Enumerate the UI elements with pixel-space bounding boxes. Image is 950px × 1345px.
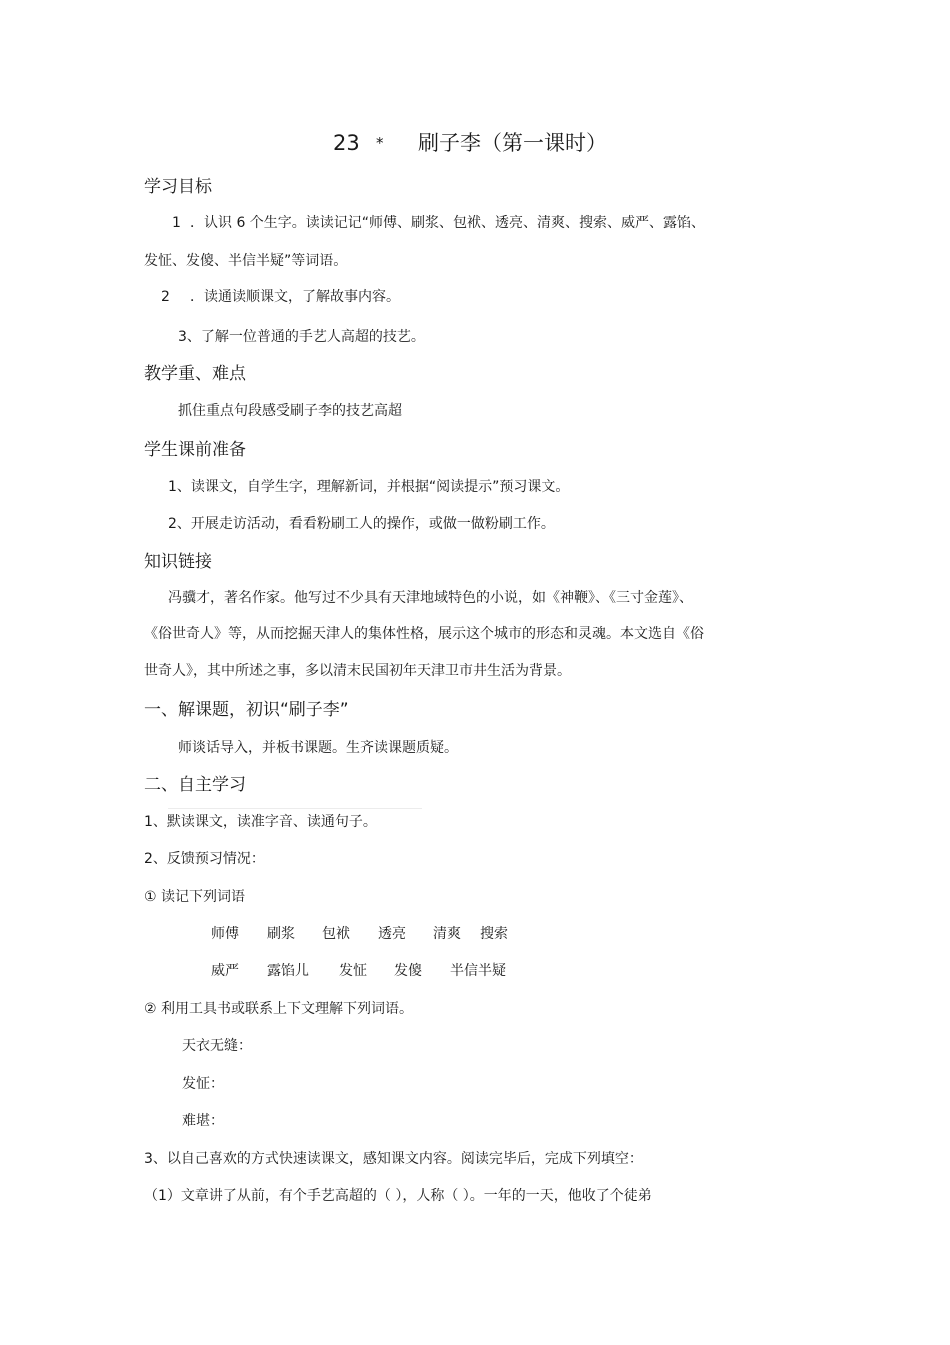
vocab-word: 半信半疑 — [450, 963, 506, 979]
vocab-word: 透亮 — [378, 926, 406, 942]
key-points-text: 抓住重点句段感受刷子李的技艺高超 — [178, 403, 402, 419]
section-1-text: 师谈话导入，并板书课题。生齐读课题质疑。 — [178, 740, 458, 756]
vocab-word: 露馅儿 — [267, 963, 309, 979]
vocab-word: 威严 — [211, 963, 239, 979]
goal-2-text: ．读通读顺课文，了解故事内容。 — [190, 289, 400, 305]
sub-task-1: ① 读记下列词语 — [144, 889, 246, 905]
vocab-word: 师傅 — [211, 926, 239, 942]
term-2: 发怔： — [182, 1076, 224, 1092]
section-2-heading: 二、自主学习 — [144, 775, 246, 795]
title-number: 23 — [333, 131, 360, 155]
vocab-word: 搜索 — [480, 926, 508, 942]
divider-line — [168, 808, 422, 809]
key-points-heading: 教学重、难点 — [144, 364, 246, 384]
prep-item-1: 1、读课文，自学生字，理解新词，并根据“阅读提示”预习课文。 — [168, 479, 570, 495]
goal-1-line-1: ．认识 6 个生字。读读记记“师傅、刷浆、包袱、透亮、清爽、搜索、威严、露馅、 — [190, 215, 706, 231]
prep-heading: 学生课前准备 — [144, 440, 246, 460]
goals-heading: 学习目标 — [144, 177, 212, 197]
fill-blank-1: （1）文章讲了从前，有个手艺高超的（ ），人称（ ）。一年的一天，他收了个徒弟 — [144, 1188, 652, 1204]
goal-3: 3、了解一位普通的手艺人高超的技艺。 — [178, 329, 425, 345]
knowledge-line-1: 冯骥才，著名作家。他写过不少具有天津地域特色的小说，如《神鞭》、《三寸金莲》、 — [168, 590, 693, 606]
title-mark: * — [376, 134, 384, 152]
step-2: 2、反馈预习情况： — [144, 851, 265, 867]
step-1: 1、默读课文，读准字音、读通句子。 — [144, 814, 377, 830]
vocab-word: 刷浆 — [267, 926, 295, 942]
vocab-word: 清爽 — [433, 926, 461, 942]
vocab-word: 发怔 — [339, 963, 367, 979]
term-1: 天衣无缝： — [182, 1038, 252, 1054]
vocab-word: 发傻 — [394, 963, 422, 979]
knowledge-heading: 知识链接 — [144, 552, 212, 572]
goal-1-number: 1 — [172, 215, 181, 231]
page-title: 刷子李（第一课时） — [418, 131, 607, 155]
term-3: 难堪： — [182, 1113, 224, 1129]
sub-task-2: ② 利用工具书或联系上下文理解下列词语。 — [144, 1001, 413, 1017]
goal-1-line-2: 发怔、发傻、半信半疑”等词语。 — [144, 253, 348, 269]
goal-2-number: 2 — [161, 289, 170, 305]
knowledge-line-2: 《俗世奇人》等，从而挖掘天津人的集体性格，展示这个城市的形态和灵魂。本文选自《俗 — [144, 626, 704, 642]
vocab-word: 包袱 — [322, 926, 350, 942]
prep-item-2: 2、开展走访活动，看看粉刷工人的操作，或做一做粉刷工作。 — [168, 516, 555, 532]
step-3: 3、以自己喜欢的方式快速读课文，感知课文内容。阅读完毕后，完成下列填空： — [144, 1151, 643, 1167]
section-1-heading: 一、解课题，初识“刷子李” — [144, 700, 349, 720]
knowledge-line-3: 世奇人》，其中所述之事，多以清末民国初年天津卫市井生活为背景。 — [144, 663, 571, 679]
